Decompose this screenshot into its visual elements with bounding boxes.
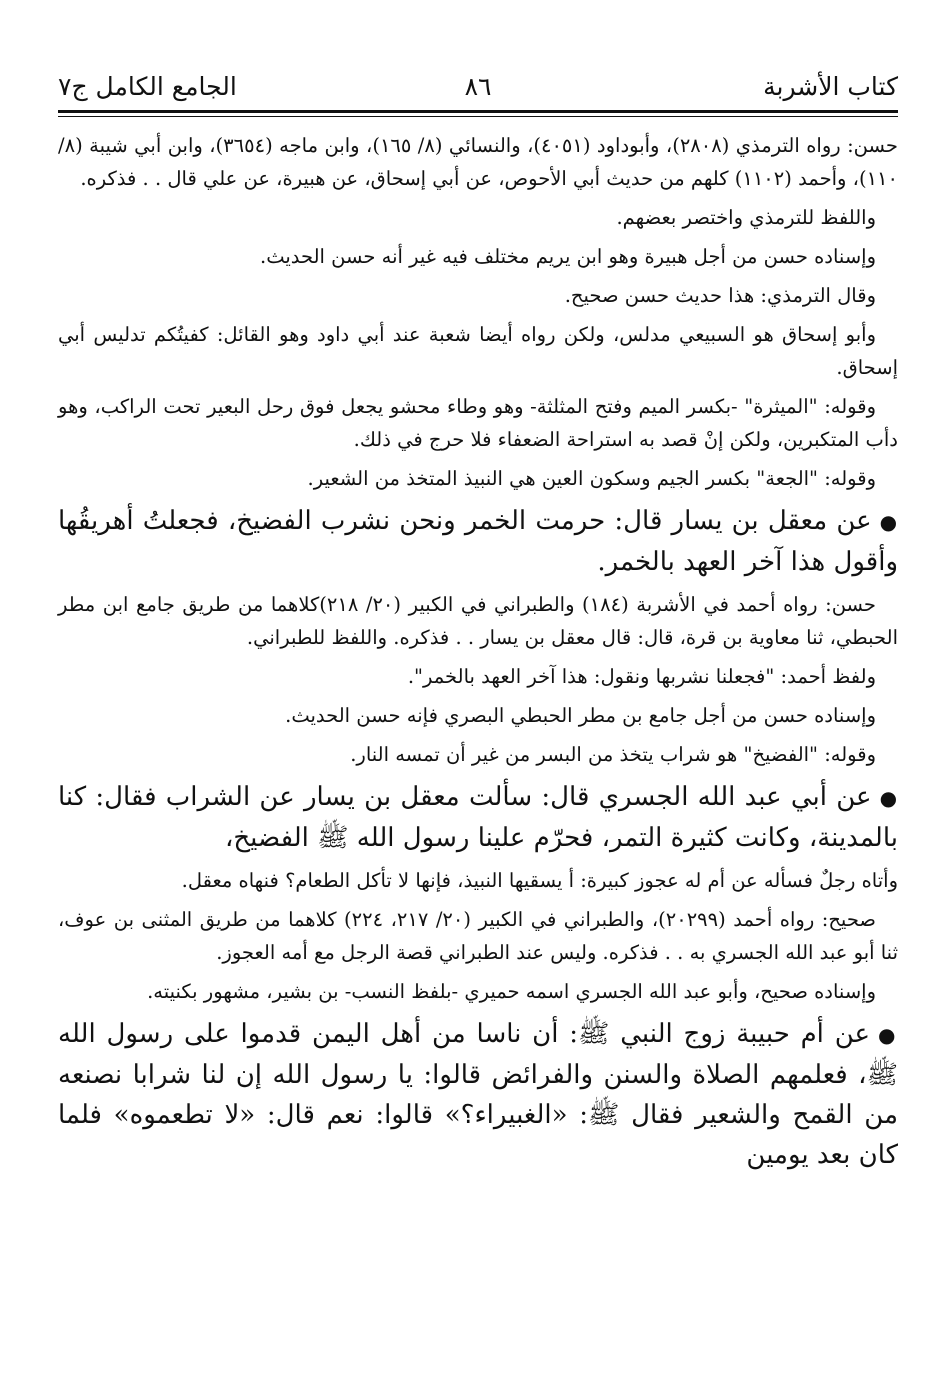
page-content: [58, 129, 898, 1175]
note-paragraph: وقال الترمذي: هذا حديث حسن صحيح.: [564, 284, 876, 307]
note-paragraph: وأبو إسحاق هو السبيعي مدلس، ولكن رواه أيضا شعبة عند أبي داود وهو القائل: كفيتُكم تدليس أبي إسحاق.: [58, 323, 898, 379]
takhrij-paragraph: حسن: رواه الترمذي (٢٨٠٨)، وأبوداود (٤٠٥١)، والنسائي (٨/ ١٦٥)، وابن ماجه (٣٦٥٤)، وابن أبي شيبة (٨/ ١١٠)، وأحمد (١١٠٢) كلهم من حديث أبي الأحوص، عن أبي إسحاق، عن هبيرة، عن علي قال . . فذكره.: [58, 134, 898, 190]
header-rule-thick: [58, 110, 898, 113]
bullet-icon: ●: [879, 510, 899, 534]
page-header: [58, 60, 898, 108]
takhrij-paragraph: صحيح: رواه أحمد (٢٠٢٩٩)، والطبراني في الكبير (٢٠/ ٢١٧، ٢٢٤) كلاهما من طريق المثنى بن عوف، ثنا أبو عبد الله الجسري به . . فذكره. وليس عند الطبراني قصة الرجل مع أمه العجوز.: [58, 908, 898, 964]
note-paragraph: وقوله: "الجعة" بكسر الجيم وسكون العين هي النبيذ المتخذ من الشعير.: [307, 467, 876, 490]
note-paragraph: وقوله: "الميثرة" -بكسر الميم وفتح المثلثة- وهو وطاء محشو يجعل فوق رحل البعير تحت الراكب، وهو دأب المتكبرين، ولكن إنْ قصد به استراحة الضعفاء فلا حرج في ذلك.: [58, 395, 898, 451]
bullet-icon: ●: [878, 1023, 898, 1047]
book-page: [58, 60, 898, 1370]
hadith-text: عن أم حبيبة زوج النبي ﷺ: أن ناسا من أهل اليمن قدموا على رسول الله ﷺ، فعلمهم الصلاة والسنن والفرائض قالوا: يا رسول الله إن لنا شرابا نصنعه من القمح والشعير فقال ﷺ: «الغبيراء؟» قالوا: نعم قال: «لا تطعموه» فلما كان بعد يومين: [58, 1019, 898, 1170]
bullet-icon: ●: [879, 786, 899, 810]
note-paragraph: وإسناده حسن من أجل جامع بن مطر الحبطي البصري فإنه حسن الحديث.: [285, 704, 876, 727]
note-paragraph: وقوله: "الفضيخ" هو شراب يتخذ من البسر من غير أن تمسه النار.: [350, 743, 876, 766]
takhrij-paragraph: حسن: رواه أحمد في الأشربة (١٨٤) والطبراني في الكبير (٢٠/ ٢١٨)كلاهما من طريق جامع ابن مطر الحبطي، ثنا معاوية بن قرة، قال: قال معقل بن يسار . . فذكره. واللفظ للطبراني.: [58, 593, 898, 649]
note-paragraph: واللفظ للترمذي واختصر بعضهم.: [616, 206, 876, 229]
hadith-text: عن معقل بن يسار قال: حرمت الخمر ونحن نشرب الفضيخ، فجعلتُ أهريقُها وأقول هذا آخر العهد بالخمر.: [58, 506, 898, 577]
hadith-paragraph: [58, 501, 898, 582]
header-book-section: كتاب الأشربة: [763, 72, 898, 101]
hadith-paragraph: [58, 1014, 898, 1175]
note-paragraph: وإسناده صحيح، وأبو عبد الله الجسري اسمه حميري -بلفظ النسب- بن بشير، مشهور بكنيته.: [147, 980, 876, 1003]
header-book-title: الجامع الكامل ج٧: [58, 72, 237, 101]
note-paragraph: وأتاه رجلٌ فسأله عن أم له عجوز كبيرة: أ يسقيها النبيذ، فإنها لا تأكل الطعام؟ فنهاه معقل.: [181, 869, 898, 892]
header-page-number: ٨٦: [464, 72, 492, 101]
note-paragraph: وإسناده حسن من أجل هبيرة وهو ابن يريم مختلف فيه غير أنه حسن الحديث.: [260, 245, 876, 268]
header-rule-thin: [58, 116, 898, 117]
note-paragraph: ولفظ أحمد: "فجعلنا نشربها ونقول: هذا آخر العهد بالخمر".: [407, 665, 876, 688]
hadith-paragraph: [58, 777, 898, 858]
hadith-text: عن أبي عبد الله الجسري قال: سألت معقل بن يسار عن الشراب فقال: كنا بالمدينة، وكانت كثيرة التمر، فحرّم علينا رسول الله ﷺ الفضيخ،: [58, 782, 898, 853]
